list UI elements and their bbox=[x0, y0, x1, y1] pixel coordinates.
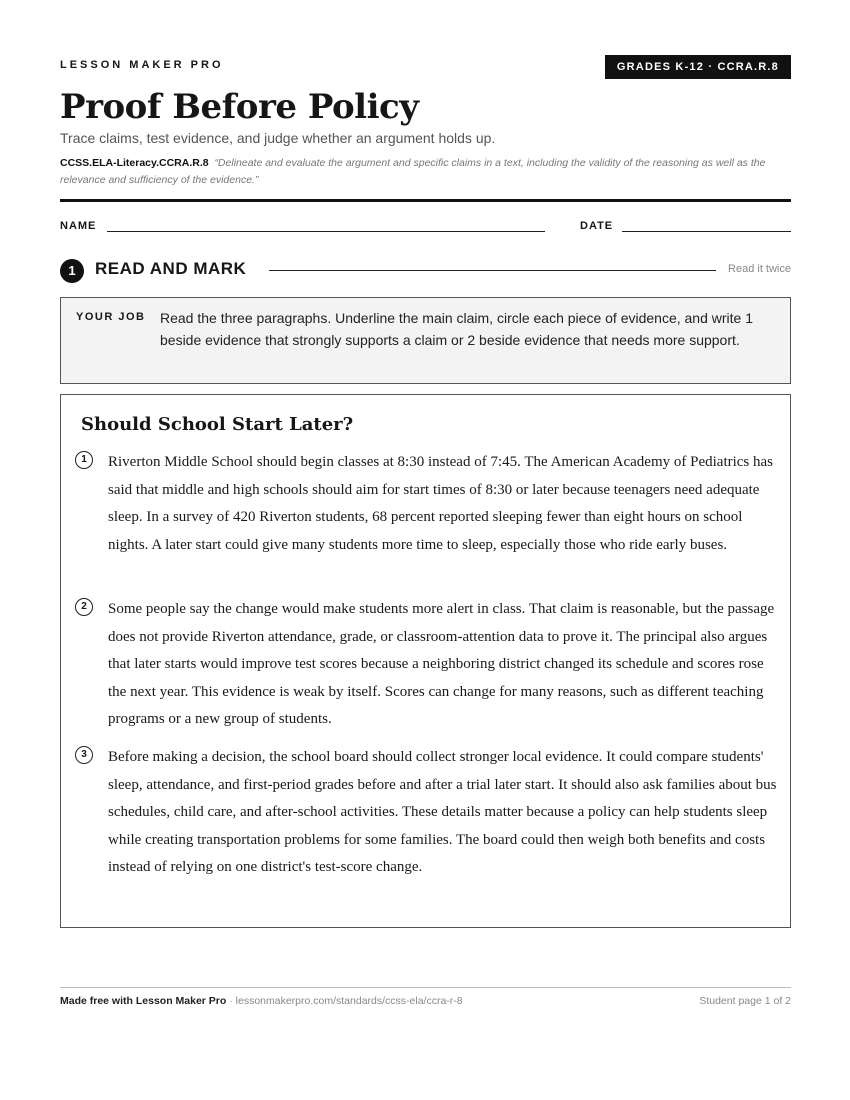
page-subtitle: Trace claims, test evidence, and judge whether an argument holds up. bbox=[60, 130, 496, 146]
standard-description bbox=[60, 155, 791, 189]
section-note: Read it twice bbox=[728, 263, 791, 275]
paragraph-text: Riverton Middle School should begin classes at 8:30 instead of 7:45. The American Academy of Pediatrics has said that middle and high schools should aim for start times of 8:30 or later because teenagers need adequate sleep. In a survey of 420 Riverton students, 68 percent reported sleeping fewer than eight hours on school nights. A later start could give many students more time to sleep, especially those who ride early buses. bbox=[108, 454, 774, 553]
paragraph-number-badge: 3 bbox=[75, 746, 93, 764]
grade-badge: GRADES K-12 · CCRA.R.8 bbox=[605, 55, 791, 79]
header-bar bbox=[60, 55, 791, 79]
paragraph-number-badge: 1 bbox=[75, 451, 93, 469]
instructions-box bbox=[60, 297, 791, 384]
passage-title: Should School Start Later? bbox=[81, 414, 354, 435]
page-indicator: Student page 1 of 2 bbox=[699, 995, 791, 1007]
worksheet-page bbox=[60, 0, 791, 1100]
section-header bbox=[60, 258, 791, 282]
standard-code: CCSS.ELA-Literacy.CCRA.R.8 bbox=[60, 157, 209, 169]
footer-credit bbox=[60, 995, 463, 1007]
passage-box bbox=[60, 394, 791, 928]
instructions-label: YOUR JOB bbox=[76, 311, 146, 323]
name-label: NAME bbox=[60, 220, 97, 232]
name-field-line[interactable] bbox=[107, 231, 545, 232]
brand-name: LESSON MAKER PRO bbox=[60, 59, 224, 71]
section-rule bbox=[269, 270, 716, 271]
paragraph-text: Before making a decision, the school board should collect stronger local evidence. It could compare students' sleep, attendance, and first-period grades before and after a trial later start. It should also ask families about bus schedules, child care, and after-school activities. These details matter because a policy can help students sleep while creating transportation problems for some families. The board could then weigh both benefits and costs instead of relying on one district's test-score change. bbox=[108, 749, 777, 876]
footer-divider bbox=[60, 987, 791, 988]
date-label: DATE bbox=[580, 220, 614, 232]
standard-text: “Delineate and evaluate the argument and specific claims in a text, including the validity of the reasoning as well as the relevance and sufficiency of the evidence.” bbox=[60, 157, 766, 186]
footer-url: · lessonmakerpro.com/standards/ccss-ela/ccra-r-8 bbox=[226, 995, 463, 1007]
page-title: Proof Before Policy bbox=[60, 87, 419, 127]
date-field-line[interactable] bbox=[622, 231, 791, 232]
instructions-text: Read the three paragraphs. Underline the main claim, circle each piece of evidence, and write 1 beside evidence that strongly supports a claim or 2 beside evidence that needs more support. bbox=[160, 310, 753, 348]
paragraph-text: Some people say the change would make students more alert in class. That claim is reasonable, but the passage does not provide Riverton attendance, grade, or classroom-attention data to prove it. The principal also argues that later starts would improve test scores because a neighboring district changed its schedule and scores rose the next year. This evidence is weak by itself. Scores can change for many reasons, such as different teaching programs or a new group of students. bbox=[108, 601, 775, 728]
section-title: READ AND MARK bbox=[95, 259, 247, 278]
section-number-badge: 1 bbox=[60, 259, 84, 283]
paragraph-number-badge: 2 bbox=[75, 598, 93, 616]
footer-made-with: Made free with Lesson Maker Pro bbox=[60, 995, 227, 1007]
header-divider bbox=[60, 199, 791, 202]
